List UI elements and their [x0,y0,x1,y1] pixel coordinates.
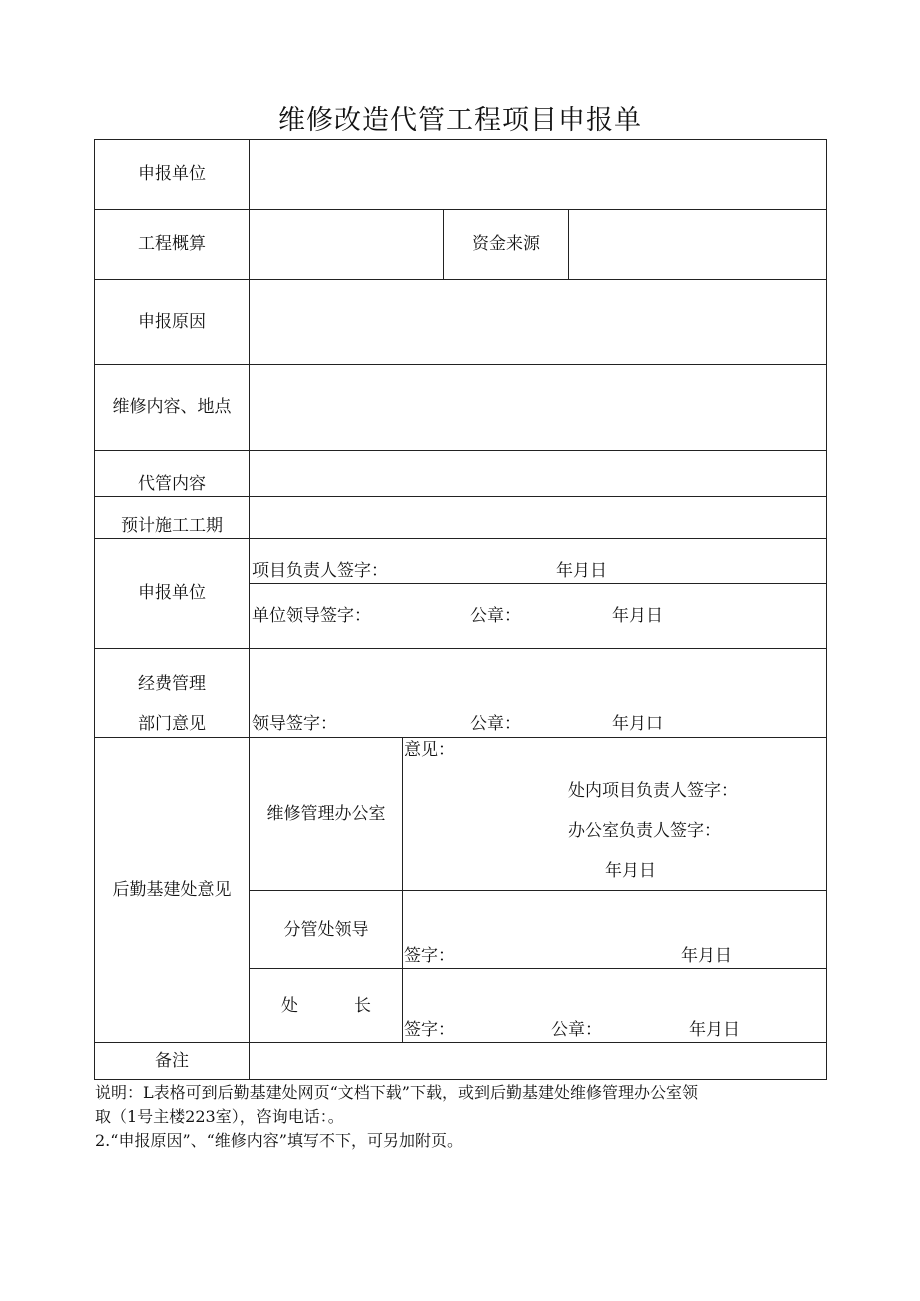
date-field: 年月日 [556,561,607,581]
label-budget: 工程概算 [138,234,206,254]
row-divider [94,209,827,210]
label-logistics-opinion: 后勤基建处意见 [112,880,232,900]
date-field: 年月日 [689,1020,740,1040]
label-director-part1: 处 [281,996,298,1016]
label-director-part2: 长 [354,996,371,1016]
seal-field: 公章： [470,714,521,734]
row-divider [250,890,827,891]
table-border-right [826,139,827,1080]
signature-field: 签字： [404,1020,455,1040]
office-lead-signature: 办公室负责人签字： [568,821,721,841]
row-divider [94,538,827,539]
seal-field: 公章： [551,1020,602,1040]
table-border-bottom [94,1079,827,1080]
signature-field: 签字： [404,946,455,966]
label-maintenance-office: 维修管理办公室 [266,804,386,824]
note-line-1: 说明：L表格可到后勤基建处网页“文档下载”下载，或到后勤基建处维修管理办公室领 [95,1083,698,1102]
seal-field: 公章： [470,606,521,626]
row-divider [94,648,827,649]
page-title: 维修改造代管工程项目申报单 [278,105,642,136]
label-schedule: 预计施工工期 [121,516,223,536]
date-field: 年月日 [605,861,656,881]
row-divider [94,279,827,280]
date-field: 年月日 [681,946,732,966]
table-border-left [94,139,95,1080]
row-divider [94,737,827,738]
label-applicant-unit-sign: 申报单位 [138,583,206,603]
label-content-location: 维修内容、地点 [112,397,232,417]
label-division-leader: 分管处领导 [283,920,369,940]
row-divider [94,450,827,451]
row-divider [250,583,827,584]
label-reason: 申报原因 [138,312,206,332]
note-line-3: 2.“申报原因”、“维修内容”填写不下，可另加附页。 [95,1131,463,1150]
label-finance-dept-line2: 部门意见 [138,714,206,734]
label-applicant-unit: 申报单位 [138,164,206,184]
row-divider [94,496,827,497]
row-divider [94,1042,827,1043]
leader-signature: 领导签字： [252,714,337,734]
label-fund-source: 资金来源 [472,234,540,254]
label-finance-dept-line1: 经费管理 [138,674,206,694]
column-divider [402,737,403,1042]
project-lead-signature: 项目负责人签字： [252,561,388,581]
column-divider [568,209,569,279]
label-remarks: 备注 [155,1051,189,1071]
row-divider [94,364,827,365]
label-managed-content: 代管内容 [138,474,206,494]
table-border-top [94,139,827,140]
date-field: 年月日 [612,606,663,626]
opinion-field: 意见： [404,740,455,760]
unit-leader-signature: 单位领导签字： [252,606,371,626]
internal-lead-signature: 处内项目负责人签字： [568,781,738,801]
note-line-2: 取（1号主楼223室），咨询电话：。 [95,1107,344,1126]
date-field: 年月口 [612,714,663,734]
row-divider [250,968,827,969]
